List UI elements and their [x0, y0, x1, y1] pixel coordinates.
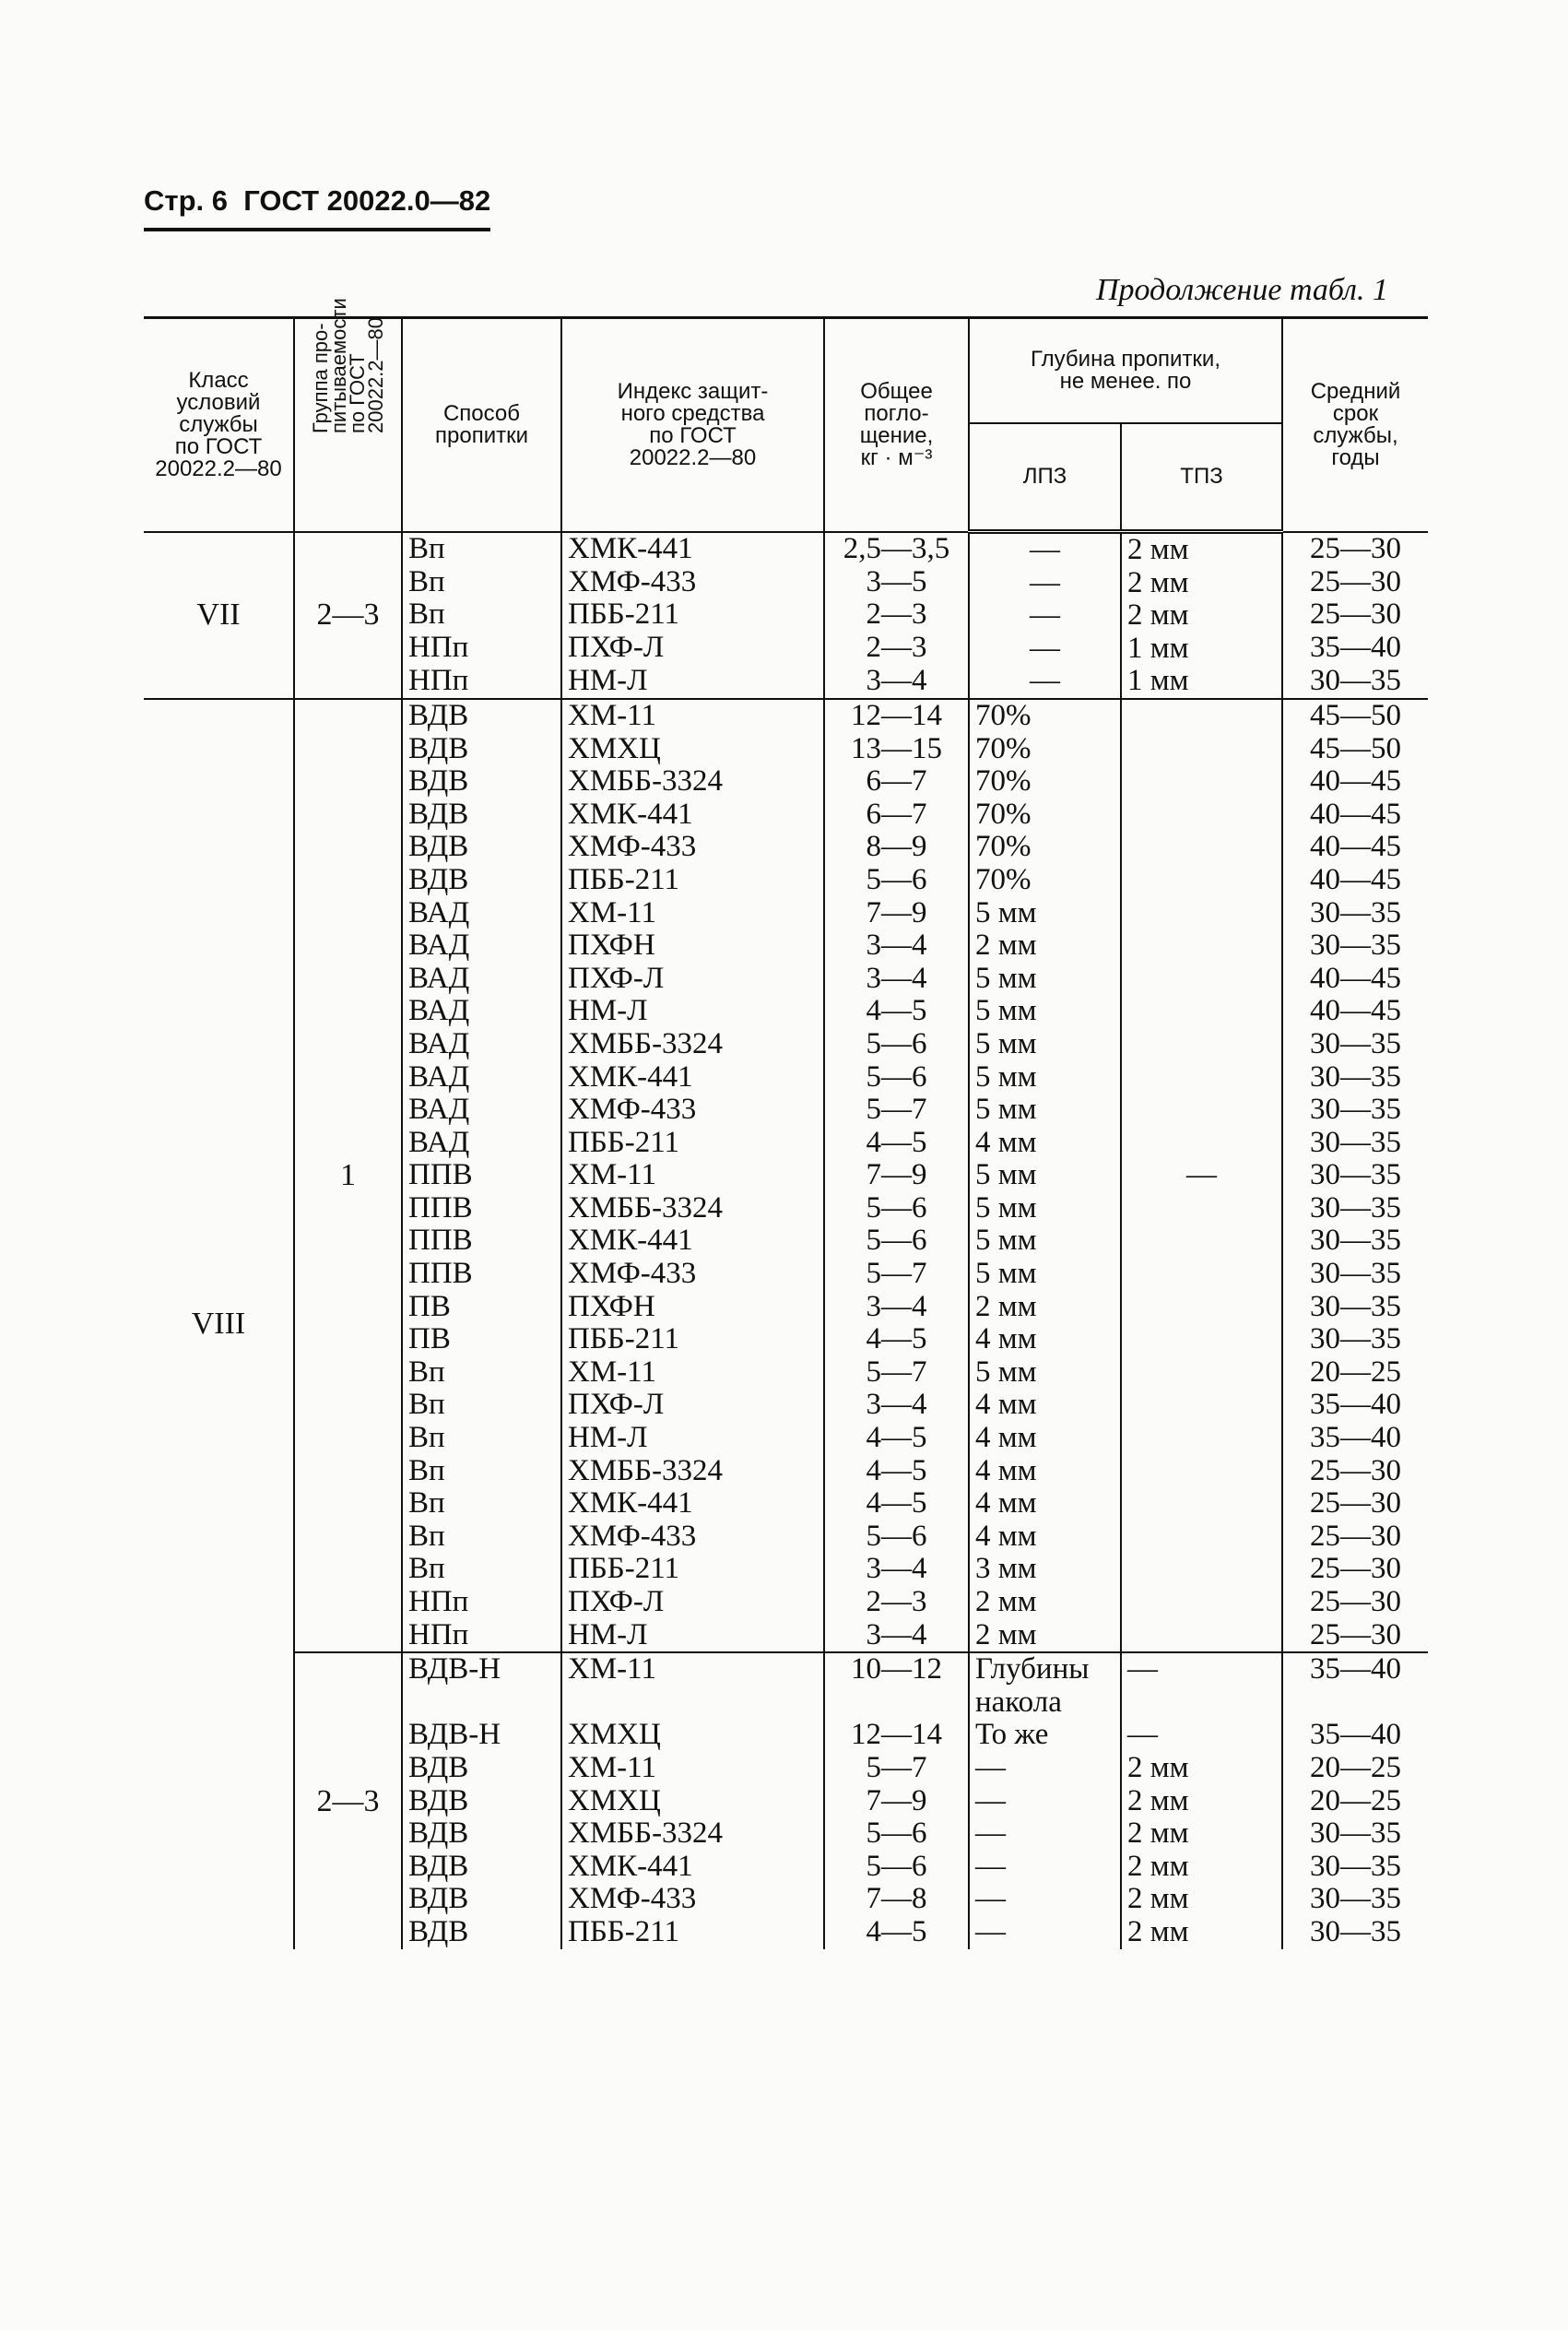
- lpz-cell: Глубины накола То же — — — — — —: [969, 1652, 1121, 1948]
- index-cell: ХМК-441 ХМФ-433 ПББ-211 ПХФ-Л НМ-Л: [561, 532, 824, 699]
- absorption-cell: 12—14 13—15 6—7 6—7 8—9 5—6 7—9 3—4 3—4 4—5 5—6 5—6 5—7 4—5 7—9 5—6 5—6 5—7 3—4 4—5 5—7 3—4 4—5 4—5 4—5 5—6 3—4 2—3 3—4: [824, 699, 969, 1652]
- service-life-cell: 25—30 25—30 25—30 35—40 30—35: [1282, 532, 1428, 699]
- table-continuation-label: Продолжение табл. 1: [1095, 273, 1388, 307]
- tpz-cell: 2 мм 2 мм 2 мм 1 мм 1 мм: [1121, 532, 1282, 699]
- group-cell: 2—3: [294, 1652, 402, 1948]
- page-header-text: [144, 184, 490, 231]
- group-cell: 2—3: [294, 532, 402, 699]
- service-class-cell: VIII: [144, 699, 294, 1949]
- table-row-group-viii-1: [144, 699, 1428, 1652]
- col-header-lpz: ЛПЗ: [969, 423, 1121, 532]
- method-cell: Вп Вп Вп НПп НПп: [402, 532, 561, 699]
- service-life-cell: 35—40 35—40 20—25 20—25 30—35 30—35 30—35 30—35: [1282, 1652, 1428, 1948]
- absorption-cell: 2,5—3,5 3—5 2—3 2—3 3—4: [824, 532, 969, 699]
- table-row-group-viii-2-3: [144, 1652, 1428, 1948]
- method-cell: ВДВ-Н ВДВ-Н ВДВ ВДВ ВДВ ВДВ ВДВ ВДВ: [402, 1652, 561, 1948]
- col-header-absorption: Общее погло- щение, кг · м⁻³: [824, 318, 969, 532]
- index-cell: ХМ-11 ХМХЦ ХМ-11 ХМХЦ ХМББ-3324 ХМК-441 ХМФ-433 ПББ-211: [561, 1652, 824, 1948]
- col-header-method: Способ пропитки: [402, 318, 561, 532]
- col-header-service-life: Средний срок службы, годы: [1282, 318, 1428, 532]
- service-life-cell: 45—50 45—50 40—45 40—45 40—45 40—45 30—35 30—35 40—45 40—45 30—35 30—35 30—35 30—35 30—35 30—35 30—35 30—35 30—35 30—35 20—25 35—40 35—40 25—30 25—30 25—30 25—30 25—30 25—30: [1282, 699, 1428, 1652]
- index-cell: ХМ-11 ХМХЦ ХМББ-3324 ХМК-441 ХМФ-433 ПББ-211 ХМ-11 ПХФН ПХФ-Л НМ-Л ХМББ-3324 ХМК-441 ХМФ-433 ПББ-211 ХМ-11 ХМББ-3324 ХМК-441 ХМФ-433 ПХФН ПББ-211 ХМ-11 ПХФ-Л НМ-Л ХМББ-3324 ХМК-441 ХМФ-433 ПББ-211 ПХФ-Л НМ-Л: [561, 699, 824, 1652]
- table-row-group-vii: [144, 532, 1428, 699]
- col-header-depth: Глубина пропитки, не менее. по: [969, 318, 1282, 424]
- col-header-service-class: Класс условий службы по ГОСТ 20022.2—80: [144, 318, 294, 532]
- absorption-cell: 10—12 12—14 5—7 7—9 5—6 5—6 7—8 4—5: [824, 1652, 969, 1948]
- standard-number: ГОСТ 20022.0—82: [243, 184, 491, 217]
- col-header-group: [294, 298, 402, 532]
- method-cell: ВДВ ВДВ ВДВ ВДВ ВДВ ВДВ ВАД ВАД ВАД ВАД ВАД ВАД ВАД ВАД ППВ ППВ ППВ ППВ ПВ ПВ Вп Вп Вп Вп Вп Вп Вп НПп НПп: [402, 699, 561, 1652]
- group-cell: 1: [294, 699, 402, 1652]
- col-header-tpz: ТПЗ: [1121, 423, 1282, 532]
- tpz-cell: —: [1121, 699, 1282, 1652]
- page-header: [144, 184, 490, 218]
- col-header-group-text: Группа про- питываемости по ГОСТ 20022.2—80: [308, 298, 387, 433]
- col-header-index: Индекс защит- ного средства по ГОСТ 20022.2—80: [561, 318, 824, 532]
- tpz-cell: — — 2 мм 2 мм 2 мм 2 мм 2 мм 2 мм: [1121, 1652, 1282, 1948]
- lpz-cell: 70% 70% 70% 70% 70% 70% 5 мм 2 мм 5 мм 5 мм 5 мм 5 мм 5 мм 4 мм 5 мм 5 мм 5 мм 5 мм 2 мм 4 мм 5 мм 4 мм 4 мм 4 мм 4 мм 4 мм 3 мм 2 мм 2 мм: [969, 699, 1121, 1652]
- page-number: Стр. 6: [144, 184, 228, 217]
- service-class-cell: VII: [144, 532, 294, 699]
- impregnation-table: [144, 298, 1428, 1949]
- lpz-cell: — — — — —: [969, 532, 1121, 699]
